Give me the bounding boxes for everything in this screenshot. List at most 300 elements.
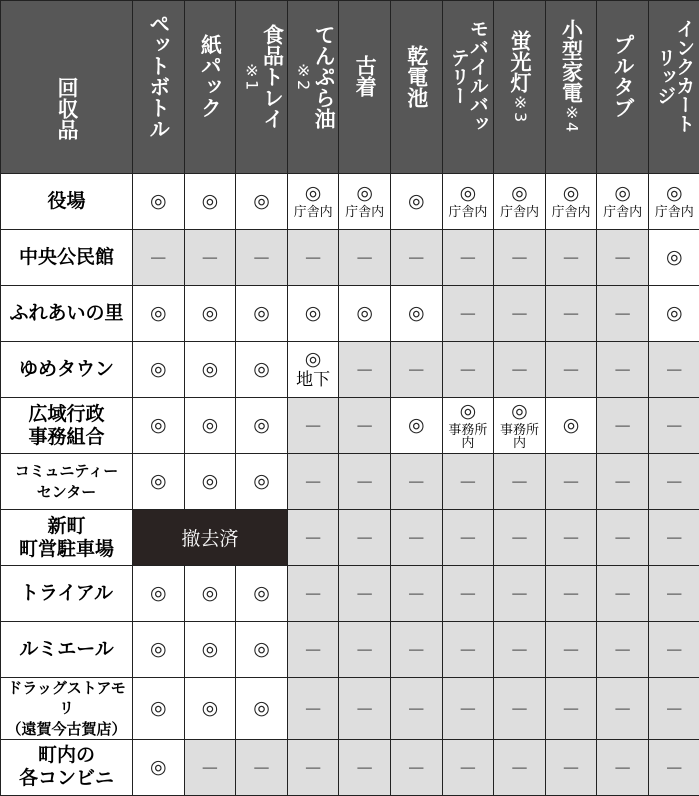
corner-label: 回収品 — [56, 43, 77, 173]
collection-available-cell — [133, 286, 185, 342]
double-circle-mark: ◎ — [185, 304, 236, 323]
dash-mark: － — [458, 360, 477, 382]
item-name: 古着 — [353, 55, 377, 97]
collection-unavailable-cell — [287, 454, 339, 510]
location-name-line: 町営駐車場 — [19, 538, 114, 560]
dash-mark: － — [458, 584, 477, 606]
dash-mark: － — [613, 640, 632, 662]
location-name — [1, 566, 133, 622]
collection-unavailable-cell — [648, 622, 699, 678]
collection-unavailable-cell — [442, 454, 494, 510]
dash-mark: － — [458, 304, 477, 326]
dash-mark: － — [613, 758, 632, 780]
collection-unavailable-cell — [597, 678, 649, 740]
collection-unavailable-cell — [442, 230, 494, 286]
dash-mark: － — [458, 528, 477, 550]
dash-mark: － — [510, 360, 529, 382]
collection-unavailable-cell — [494, 286, 546, 342]
collection-unavailable-cell — [390, 454, 442, 510]
collection-unavailable-cell — [545, 622, 597, 678]
location-name-line: センター — [37, 483, 96, 501]
item-name: プルタブ — [611, 34, 635, 118]
double-circle-mark: ◎ — [494, 402, 545, 421]
item-name: 食品トレイ — [260, 24, 284, 129]
collection-unavailable-cell — [339, 678, 391, 740]
dash-mark: － — [665, 584, 684, 606]
double-circle-mark: ◎ — [185, 192, 236, 211]
dash-mark: － — [355, 360, 374, 382]
collection-unavailable-cell — [597, 510, 649, 566]
column-header — [287, 1, 339, 174]
collection-unavailable-cell — [390, 230, 442, 286]
location-name-line: ゆめタウン — [19, 358, 114, 380]
collection-available-cell — [236, 622, 288, 678]
collection-unavailable-cell — [339, 454, 391, 510]
dash-mark: － — [407, 472, 426, 494]
dash-mark: － — [665, 472, 684, 494]
dash-mark: － — [355, 758, 374, 780]
double-circle-mark: ◎ — [597, 184, 648, 203]
collection-available-cell — [390, 286, 442, 342]
double-circle-mark: ◎ — [133, 192, 184, 211]
double-circle-mark: ◎ — [133, 360, 184, 379]
location-name — [1, 678, 133, 740]
double-circle-mark: ◎ — [339, 184, 390, 203]
collection-unavailable-cell — [545, 286, 597, 342]
double-circle-mark: ◎ — [391, 192, 442, 211]
double-circle-mark: ◎ — [494, 184, 545, 203]
column-header — [597, 1, 649, 174]
item-name: モバイルバッテリー — [448, 19, 489, 133]
location-note: 庁舎内 — [546, 206, 597, 219]
collection-unavailable-cell — [648, 398, 699, 454]
collection-available-cell — [287, 342, 339, 398]
double-circle-mark: ◎ — [236, 699, 287, 718]
item-name: てんぷら油 — [312, 24, 336, 129]
table-row — [1, 678, 699, 740]
dash-mark: － — [510, 640, 529, 662]
table-row — [1, 566, 699, 622]
collection-available-cell — [390, 174, 442, 230]
collection-available-cell — [184, 454, 236, 510]
collection-unavailable-cell — [494, 566, 546, 622]
table-row — [1, 510, 699, 566]
collection-unavailable-cell — [648, 739, 699, 795]
double-circle-mark: ◎ — [133, 640, 184, 659]
location-name-line: ふれあいの里 — [9, 302, 123, 324]
dash-mark: － — [562, 304, 581, 326]
collection-unavailable-cell — [390, 510, 442, 566]
dash-mark: － — [304, 416, 323, 438]
dash-mark: － — [407, 758, 426, 780]
collection-available-cell — [184, 286, 236, 342]
location-name — [1, 398, 133, 454]
column-header-label — [449, 11, 487, 141]
collection-unavailable-cell — [442, 622, 494, 678]
double-circle-mark: ◎ — [185, 360, 236, 379]
location-name-line: 各コンビニ — [19, 767, 114, 789]
collection-unavailable-cell — [597, 454, 649, 510]
table-row — [1, 454, 699, 510]
double-circle-mark: ◎ — [133, 472, 184, 491]
collection-unavailable-cell — [648, 510, 699, 566]
collection-unavailable-cell — [597, 342, 649, 398]
double-circle-mark: ◎ — [133, 416, 184, 435]
column-header-label — [148, 11, 169, 141]
collection-unavailable-cell — [442, 678, 494, 740]
dash-mark: － — [458, 699, 477, 721]
double-circle-mark: ◎ — [391, 416, 442, 435]
collection-unavailable-cell — [494, 622, 546, 678]
table-row — [1, 174, 699, 230]
dash-mark: － — [613, 584, 632, 606]
dash-mark: － — [510, 304, 529, 326]
collection-unavailable-cell — [339, 510, 391, 566]
collection-unavailable-cell — [494, 342, 546, 398]
location-note: 庁舎内 — [288, 206, 339, 219]
collection-unavailable-cell — [339, 230, 391, 286]
location-name — [1, 230, 133, 286]
collection-unavailable-cell — [494, 678, 546, 740]
location-note: 庁舎内 — [339, 206, 390, 219]
collection-unavailable-cell — [442, 342, 494, 398]
column-header — [133, 1, 185, 174]
location-name-line: ドラッグストアモリ — [7, 679, 126, 717]
dash-mark: － — [355, 699, 374, 721]
double-circle-mark: ◎ — [443, 402, 494, 421]
dash-mark: － — [304, 699, 323, 721]
column-header — [390, 1, 442, 174]
location-name-line: 事務組合 — [28, 426, 104, 448]
double-circle-mark: ◎ — [185, 699, 236, 718]
collection-available-cell — [648, 286, 699, 342]
dash-mark: － — [562, 360, 581, 382]
collection-available-cell — [184, 678, 236, 740]
column-header — [442, 1, 494, 174]
collection-unavailable-cell — [390, 739, 442, 795]
collection-unavailable-cell — [597, 286, 649, 342]
dash-mark: － — [200, 758, 219, 780]
dash-mark: － — [355, 472, 374, 494]
item-note: ※2 — [294, 61, 313, 90]
collection-unavailable-cell — [339, 622, 391, 678]
collection-unavailable-cell — [236, 739, 288, 795]
dash-mark: － — [407, 584, 426, 606]
dash-mark: － — [613, 360, 632, 382]
location-name-line: 町内の — [38, 744, 95, 766]
collection-unavailable-cell — [597, 739, 649, 795]
dash-mark: － — [458, 640, 477, 662]
collection-unavailable-cell — [648, 342, 699, 398]
double-circle-mark: ◎ — [133, 758, 184, 777]
location-name — [1, 739, 133, 795]
location-note: 事務所内 — [494, 424, 545, 450]
collection-unavailable-cell — [545, 739, 597, 795]
collection-available-cell — [648, 230, 699, 286]
dash-mark: － — [562, 248, 581, 270]
double-circle-mark: ◎ — [391, 304, 442, 323]
collection-unavailable-cell — [133, 230, 185, 286]
dash-mark: － — [665, 758, 684, 780]
location-note: 庁舎内 — [649, 206, 699, 219]
location-name — [1, 510, 133, 566]
header-row — [1, 1, 699, 174]
collection-unavailable-cell — [390, 622, 442, 678]
collection-available-cell — [236, 566, 288, 622]
dash-mark: － — [407, 640, 426, 662]
collection-available-cell — [133, 398, 185, 454]
dash-mark: － — [407, 360, 426, 382]
location-name — [1, 454, 133, 510]
dash-mark: － — [304, 640, 323, 662]
location-note: 庁舎内 — [597, 206, 648, 219]
collection-available-cell — [133, 342, 185, 398]
location-name-line: 広域行政 — [28, 403, 104, 425]
double-circle-mark: ◎ — [236, 584, 287, 603]
double-circle-mark: ◎ — [185, 584, 236, 603]
dash-mark: － — [252, 248, 271, 270]
location-note: 地下 — [288, 372, 339, 389]
collection-available-cell — [236, 454, 288, 510]
collection-available-cell — [184, 566, 236, 622]
location-name — [1, 342, 133, 398]
dash-mark: － — [458, 248, 477, 270]
dash-mark: － — [407, 248, 426, 270]
collection-available-cell — [236, 398, 288, 454]
collection-available-cell — [133, 622, 185, 678]
column-header — [184, 1, 236, 174]
item-name: インクカートリッジ — [654, 19, 695, 133]
dash-mark: － — [304, 584, 323, 606]
location-note: 庁舎内 — [494, 206, 545, 219]
collection-available-cell — [339, 286, 391, 342]
double-circle-mark: ◎ — [546, 184, 597, 203]
collection-unavailable-cell — [287, 510, 339, 566]
table-row — [1, 622, 699, 678]
collection-unavailable-cell — [287, 678, 339, 740]
collection-unavailable-cell — [545, 510, 597, 566]
location-name-line: 役場 — [47, 190, 85, 212]
collection-unavailable-cell — [339, 566, 391, 622]
dash-mark: － — [613, 472, 632, 494]
collection-available-cell — [184, 622, 236, 678]
collection-available-cell — [133, 739, 185, 795]
dash-mark: － — [562, 472, 581, 494]
collection-unavailable-cell — [442, 739, 494, 795]
double-circle-mark: ◎ — [185, 640, 236, 659]
double-circle-mark: ◎ — [236, 416, 287, 435]
collection-available-cell — [236, 174, 288, 230]
dash-mark: － — [304, 472, 323, 494]
item-note: ※3 — [511, 93, 530, 122]
collection-unavailable-cell — [236, 230, 288, 286]
collection-available-cell — [133, 174, 185, 230]
collection-unavailable-cell — [390, 566, 442, 622]
double-circle-mark: ◎ — [236, 360, 287, 379]
double-circle-mark: ◎ — [185, 416, 236, 435]
column-header-label — [292, 11, 334, 141]
dash-mark: － — [510, 758, 529, 780]
collection-available-cell — [184, 342, 236, 398]
collection-available-cell — [236, 342, 288, 398]
dash-mark: － — [613, 248, 632, 270]
double-circle-mark: ◎ — [649, 248, 699, 267]
collection-unavailable-cell — [390, 342, 442, 398]
column-header — [339, 1, 391, 174]
collection-unavailable-cell — [648, 678, 699, 740]
column-header-label — [240, 11, 282, 141]
dash-mark: － — [458, 758, 477, 780]
column-header — [494, 1, 546, 174]
collection-unavailable-cell — [494, 454, 546, 510]
collection-available-cell — [184, 174, 236, 230]
collection-unavailable-cell — [184, 230, 236, 286]
dash-mark: － — [665, 640, 684, 662]
table-body — [1, 174, 699, 796]
collection-unavailable-cell — [545, 454, 597, 510]
collection-available-cell — [133, 566, 185, 622]
collection-unavailable-cell — [597, 230, 649, 286]
location-name-line: ルミエール — [19, 638, 114, 660]
double-circle-mark: ◎ — [288, 184, 339, 203]
location-name-line: トライアル — [20, 582, 113, 604]
item-note: ※1 — [242, 61, 261, 90]
dash-mark: － — [252, 758, 271, 780]
dash-mark: － — [510, 472, 529, 494]
dash-mark: － — [665, 699, 684, 721]
column-header — [648, 1, 699, 174]
double-circle-mark: ◎ — [649, 304, 699, 323]
dash-mark: － — [355, 416, 374, 438]
location-name-line: コミュニティー — [15, 462, 119, 480]
table-row — [1, 230, 699, 286]
column-header-label — [406, 11, 427, 141]
item-name: ペットボトル — [147, 13, 171, 139]
double-circle-mark: ◎ — [546, 416, 597, 435]
dash-mark: － — [665, 528, 684, 550]
dash-mark: － — [458, 472, 477, 494]
collection-unavailable-cell — [184, 739, 236, 795]
dash-mark: － — [562, 640, 581, 662]
column-header-label — [655, 11, 693, 141]
collection-available-cell — [545, 174, 597, 230]
collection-available-cell — [390, 398, 442, 454]
collection-available-cell — [133, 454, 185, 510]
location-name — [1, 622, 133, 678]
location-name-line: 中央公民館 — [19, 246, 114, 268]
dash-mark: － — [613, 304, 632, 326]
collection-unavailable-cell — [494, 739, 546, 795]
collection-unavailable-cell — [494, 230, 546, 286]
dash-mark: － — [613, 699, 632, 721]
dash-mark: － — [562, 584, 581, 606]
collection-unavailable-cell — [339, 342, 391, 398]
location-name — [1, 174, 133, 230]
dash-mark: － — [613, 416, 632, 438]
dash-mark: － — [355, 248, 374, 270]
double-circle-mark: ◎ — [185, 472, 236, 491]
collection-available-cell — [442, 174, 494, 230]
double-circle-mark: ◎ — [236, 192, 287, 211]
removed-label: 撤去済 — [181, 528, 238, 550]
dash-mark: － — [510, 699, 529, 721]
dash-mark: － — [510, 248, 529, 270]
item-note: ※4 — [563, 103, 582, 132]
dash-mark: － — [304, 528, 323, 550]
dash-mark: － — [665, 360, 684, 382]
location-name — [1, 286, 133, 342]
collection-available-cell — [494, 398, 546, 454]
double-circle-mark: ◎ — [236, 304, 287, 323]
location-note: 事務所内 — [443, 424, 494, 450]
location-name-line: 新町 — [47, 515, 85, 537]
collection-unavailable-cell — [442, 566, 494, 622]
double-circle-mark: ◎ — [133, 699, 184, 718]
collection-available-cell — [236, 678, 288, 740]
location-name-line: （遠賀今古賀店） — [6, 720, 126, 738]
collection-available-cell — [648, 174, 699, 230]
collection-unavailable-cell — [287, 230, 339, 286]
double-circle-mark: ◎ — [288, 304, 339, 323]
collection-unavailable-cell — [287, 566, 339, 622]
collection-unavailable-cell — [442, 510, 494, 566]
collection-unavailable-cell — [390, 678, 442, 740]
column-header — [545, 1, 597, 174]
double-circle-mark: ◎ — [443, 184, 494, 203]
collection-unavailable-cell — [545, 342, 597, 398]
double-circle-mark: ◎ — [649, 184, 699, 203]
double-circle-mark: ◎ — [133, 584, 184, 603]
dash-mark: － — [665, 416, 684, 438]
column-header-label — [509, 11, 530, 141]
dash-mark: － — [355, 584, 374, 606]
collection-unavailable-cell — [494, 510, 546, 566]
table-row — [1, 342, 699, 398]
collection-unavailable-cell — [339, 739, 391, 795]
collection-unavailable-cell — [545, 230, 597, 286]
collection-available-cell — [184, 398, 236, 454]
dash-mark: － — [304, 248, 323, 270]
collection-unavailable-cell — [648, 566, 699, 622]
collection-unavailable-cell — [597, 398, 649, 454]
table-header — [1, 1, 699, 174]
dash-mark: － — [149, 248, 168, 270]
collection-available-cell — [133, 678, 185, 740]
double-circle-mark: ◎ — [133, 304, 184, 323]
collection-available-cell — [545, 398, 597, 454]
dash-mark: － — [407, 528, 426, 550]
dash-mark: － — [613, 528, 632, 550]
dash-mark: － — [562, 758, 581, 780]
dash-mark: － — [562, 528, 581, 550]
item-name: 乾電池 — [405, 45, 429, 108]
location-note: 庁舎内 — [443, 206, 494, 219]
removed-cell — [133, 510, 288, 566]
collection-unavailable-cell — [339, 398, 391, 454]
collection-available-cell — [236, 286, 288, 342]
dash-mark: － — [510, 584, 529, 606]
table-row — [1, 286, 699, 342]
item-name: 紙パック — [198, 34, 222, 118]
double-circle-mark: ◎ — [339, 304, 390, 323]
collection-available-cell — [339, 174, 391, 230]
collection-unavailable-cell — [442, 286, 494, 342]
collection-available-cell — [287, 286, 339, 342]
dash-mark: － — [562, 699, 581, 721]
dash-mark: － — [355, 640, 374, 662]
table-row — [1, 398, 699, 454]
collection-available-cell — [442, 398, 494, 454]
